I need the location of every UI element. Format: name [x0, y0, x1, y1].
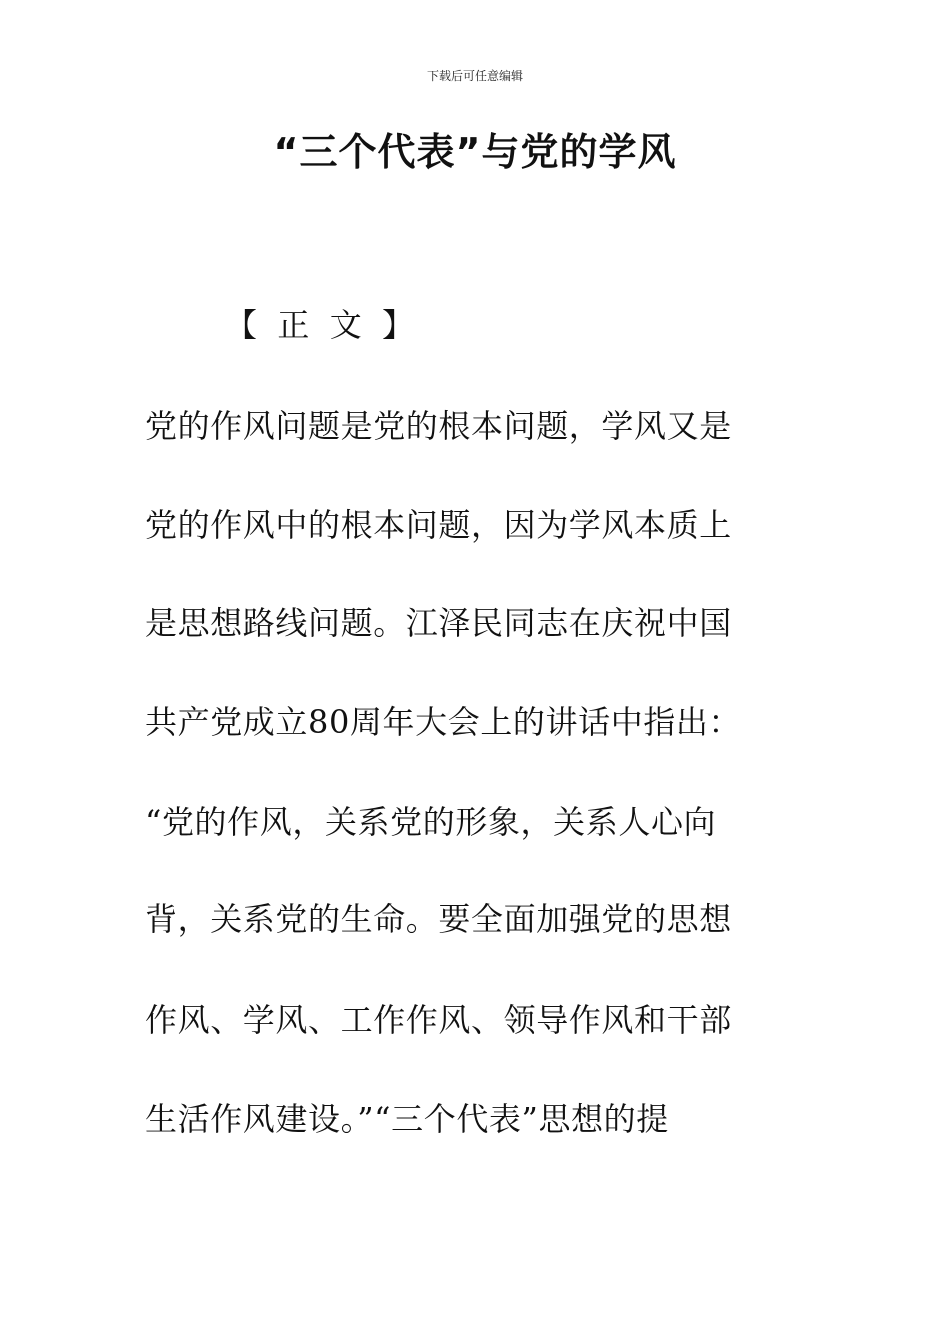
- document-title: “三个代表”与党的学风: [273, 130, 677, 174]
- body-line: 作风、学风、工作作风、领导作风和干部: [145, 1001, 732, 1039]
- body-line: 党的作风中的根本问题，因为学风本质上: [145, 506, 732, 544]
- body-line: “党的作风，关系党的形象，关系人心向: [145, 803, 717, 841]
- body-line: 是思想路线问题。江泽民同志在庆祝中国: [145, 604, 732, 642]
- header-note: 下载后可任意编辑: [426, 69, 523, 83]
- body-line: 党的作风问题是党的根本问题，学风又是: [145, 407, 732, 445]
- section-label: 【 正 文 】: [225, 306, 415, 344]
- body-line: 背，关系党的生命。要全面加强党的思想: [145, 900, 732, 938]
- body-line: 共产党成立80周年大会上的讲话中指出：: [145, 703, 742, 741]
- body-line: 生活作风建设。”“三个代表”思想的提: [145, 1100, 669, 1138]
